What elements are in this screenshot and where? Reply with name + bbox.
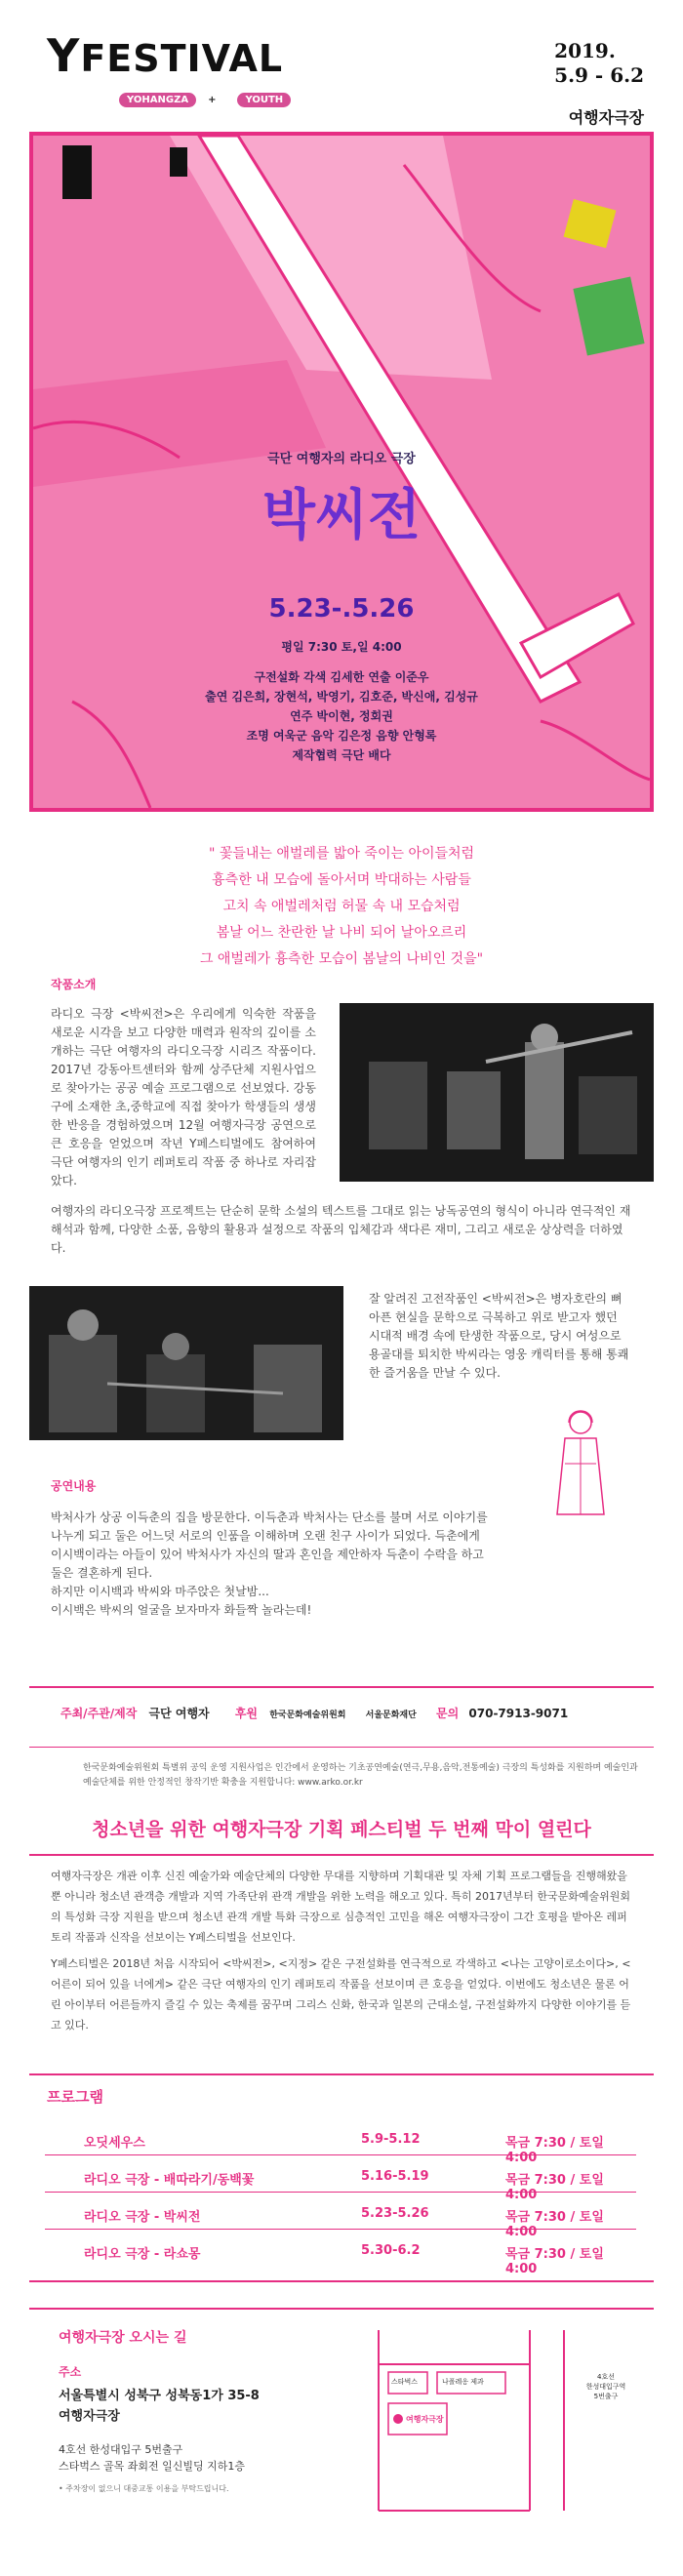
arko-logo: 한국문화예술위원회 bbox=[269, 1711, 346, 1720]
address bbox=[59, 2386, 260, 2427]
program-dates: 5.9-5.12 bbox=[361, 2132, 421, 2147]
content-label: 공연내용 bbox=[51, 1479, 97, 1493]
intro-paragraph-2: 여행자의 라디오극장 프로젝트는 단순히 문학 소설의 텍스트를 그대로 읽는 낭독공연의 형식이 아니라 연극적인 재해석과 함께, 다양한 소품, 음향의 활용과 설정으로 작품의 입체감과 색다른 재미, 그리고 새로운 상상력을 더하였다. bbox=[51, 1204, 631, 1255]
contact-number: 070-7913-9071 bbox=[468, 1707, 569, 1720]
logo-letter: Y bbox=[47, 29, 81, 82]
credit-line: 구전설화 각색 김세한 연출 이준우 bbox=[254, 670, 429, 684]
credit-line: 조명 여욱군 음악 김은정 음향 안형록 bbox=[246, 729, 437, 743]
poem-quote bbox=[0, 841, 683, 973]
rehearsal-photo-2 bbox=[29, 1286, 343, 1440]
theater-name: 여행자극장 bbox=[568, 108, 644, 127]
intro-paragraph-3: 잘 알려진 고전작품인 <박씨전>은 병자호란의 뼈아픈 현실을 문학으로 극복하고 위로 받고자 했던 시대적 배경 속에 탄생한 작품으로, 당시 여성으로 용골대를 퇴치한 박씨라는 영웅 캐릭터를 통해 통쾌한 즐거움을 만날 수 있다. bbox=[369, 1292, 629, 1380]
credit-line: 제작협력 극단 배다 bbox=[292, 748, 391, 762]
host-label: 주최/주관/제작 bbox=[60, 1707, 138, 1720]
map-station: 4호선 한성대입구역 5번출구 bbox=[585, 2373, 626, 2400]
date-year: 2019. bbox=[554, 39, 616, 62]
program-time: 목금 7:30 / 토일 4:00 bbox=[505, 2210, 604, 2239]
credit-line: 출연 김은희, 장현석, 박영기, 김호준, 박신애, 김성규 bbox=[205, 690, 478, 704]
poster-dates: 5.23-.5.26 bbox=[268, 594, 415, 624]
festival-para-1: 여행자극장은 개관 이후 신진 예술가와 예술단체의 다양한 무대를 지향하며 기획대관 및 자체 기획 프로그램들을 진행해왔을 뿐 아니라 청소년 관객층 개발과 지역 가족단위 관객 개발을 위한 노력을 해오고 있다. 특히 2017년부터 한국문화예술위원회의 특성화 극장 지원을 받으며 청소년 관객 개발 특화 극장으로 심층적인 고민을 해온 여행자극장이 그간 호평을 받아온 레퍼토리 작품과 신작을 선보이는 Y페스티벌을 선보인다. bbox=[51, 1870, 630, 1944]
location-map bbox=[320, 2325, 642, 2516]
credit-line: 연주 박이현, 정회권 bbox=[290, 709, 393, 723]
content-text: 박처사가 상공 이득춘의 집을 방문한다. 이득춘과 박처사는 단소를 불며 서로 이야기를 나누게 되고 둘은 어느덧 서로의 인품을 이해하며 오랜 친구 사이가 되었다. 득춘에게 이시백이라는 아들이 있어 박처사가 자신의 딸과 혼인을 제안하자 득춘이 수락을 하고 둘은 결혼하게 된다. bbox=[51, 1510, 488, 1580]
program-time: 목금 7:30 / 토일 4:00 bbox=[505, 2173, 604, 2202]
character-illustration bbox=[551, 1405, 610, 1522]
address-line-1: 서울특별시 성북구 성북동1가 35-8 bbox=[59, 2389, 260, 2403]
intro-label: 작품소개 bbox=[51, 978, 97, 991]
poster-time: 평일 7:30 토,일 4:00 bbox=[281, 640, 402, 654]
divider bbox=[29, 1854, 654, 1856]
directions-title: 여행자극장 오시는 길 bbox=[59, 2330, 187, 2346]
support-note: 한국문화예술위원회 특별위 공익 운영 지원사업은 인간에서 운영하는 기초공연예술(연극,무용,음악,전통예술) 극장의 특성화를 지원하며 예술인과 예술단체를 위한 안정적인 창작기반 확충을 지원합니다: www.arko.or.kr bbox=[83, 1763, 638, 1788]
program-dates: 5.30-6.2 bbox=[361, 2243, 421, 2258]
tag-plus: + bbox=[208, 95, 217, 105]
sponsor-row bbox=[60, 1705, 568, 1721]
poster-credits bbox=[33, 667, 650, 765]
festival-logo bbox=[47, 29, 283, 82]
program-time: 목금 7:30 / 토일 4:00 bbox=[505, 2136, 604, 2165]
subway-line-1: 4호선 한성대입구 5번출구 bbox=[59, 2443, 183, 2456]
program-row bbox=[45, 2127, 636, 2165]
program-dates: 5.16-5.19 bbox=[361, 2169, 429, 2184]
program-title: 프로그램 bbox=[47, 2088, 103, 2106]
date-range: 5.9 - 6.2 bbox=[554, 63, 644, 87]
festival-para-2: Y페스티벌은 2018년 처음 시작되어 <박씨전>, <지정> 같은 구전설화를 연극적으로 각색하고 <나는 고양이로소이다>, <어른이 되어 있을 너에게> 같은 극단 여행자의 인기 레퍼토리 작품을 선보이며 큰 호응을 얻었다. 이번에도 청소년은 물론 어린 아이부터 어른들까지 즐길 수 있는 축제를 꿈꾸며 그리스 신화, 한국과 일본의 근대소설, 구전설화까지 다양한 이야기를 듣고 있다. bbox=[51, 1957, 631, 2032]
quote-line: " 꽃들내는 애벌레를 밟아 죽이는 아이들처럼 bbox=[208, 846, 475, 862]
content-line-2: 하지만 이시백과 박씨와 마주앉은 첫날밤... bbox=[51, 1585, 269, 1598]
program-name: 오딧세우스 bbox=[84, 2136, 145, 2151]
program-row bbox=[45, 2238, 636, 2276]
poster-title: 박씨전 bbox=[261, 483, 422, 547]
program-dates: 5.23-5.26 bbox=[361, 2206, 429, 2221]
parking-note: • 주차장이 없으니 대중교통 이용을 부탁드립니다. bbox=[59, 2484, 229, 2493]
quote-line: 봄날 어느 찬란한 날 나비 되어 날아오르리 bbox=[216, 925, 467, 941]
program-row bbox=[45, 2164, 636, 2202]
map-bakery: 나폴레옹 제과 bbox=[442, 2378, 484, 2386]
contact-label: 문의 bbox=[436, 1707, 460, 1720]
tag-youth: YOUTH bbox=[237, 93, 291, 107]
sfac-logo: 서울문화재단 bbox=[365, 1711, 417, 1720]
program-name: 라디오 극장 - 배따라기/동백꽃 bbox=[84, 2173, 255, 2188]
map-theater: 여행자극장 bbox=[406, 2415, 444, 2424]
poster bbox=[29, 132, 654, 812]
logo-tags bbox=[119, 93, 291, 107]
logo-text: FESTIVAL bbox=[80, 37, 284, 80]
rehearsal-photo-1 bbox=[340, 1003, 654, 1182]
address-label: 주소 bbox=[59, 2365, 82, 2379]
tag-yohangza: YOHANGZA bbox=[119, 93, 196, 107]
quote-line: 고치 속 애벌레처럼 허물 속 내 모습처럼 bbox=[222, 899, 461, 914]
poster-subtitle: 극단 여행자의 라디오 극장 bbox=[267, 452, 416, 466]
host-name: 극단 여행자 bbox=[148, 1707, 210, 1720]
map-starbucks: 스타벅스 bbox=[391, 2378, 419, 2386]
program-row bbox=[45, 2201, 636, 2239]
content-line-3: 이시백은 박씨의 얼굴을 보자마자 화들짝 놀라는데! bbox=[51, 1603, 312, 1617]
subway-line-2: 스타벅스 골목 좌회전 일신빌딩 지하1층 bbox=[59, 2460, 245, 2473]
festival-date bbox=[554, 39, 644, 88]
program-name: 라디오 극장 - 라쇼몽 bbox=[84, 2247, 201, 2262]
program-time: 목금 7:30 / 토일 4:00 bbox=[505, 2247, 604, 2276]
program-name: 라디오 극장 - 박씨전 bbox=[84, 2210, 201, 2225]
quote-line: 흉측한 내 모습에 돌아서며 박대하는 사람들 bbox=[212, 872, 471, 888]
festival-heading: 청소년을 위한 여행자극장 기획 페스티벌 두 번째 막이 열린다 bbox=[92, 1819, 591, 1840]
quote-line: 그 애벌레가 흉측한 모습이 봄날의 나비인 것을" bbox=[199, 951, 484, 967]
subway-info bbox=[59, 2441, 245, 2475]
support-label: 후원 bbox=[234, 1707, 259, 1720]
content-paragraph bbox=[51, 1509, 490, 1620]
festival-description bbox=[51, 1866, 632, 2035]
intro-paragraph-1: 라디오 극장 <박씨전>은 우리에게 익숙한 작품을 새로운 시각을 보고 다양한 매력과 원작의 깊이를 소개하는 극단 여행자의 라디오극장 시리즈 작품이다. 2017년 강동아트센터와 함께 상주단체 지원사업으로 찾아가는 공공 예술 프로그램으로 선보였다. 강동구에 소재한 초,중학교에 직접 찾아가 학생들의 생생한 반응을 경험하였으며 12월 여행자극장 공연으로 큰 호응을 얻었으며 작년 Y페스티벌에도 참여하여 극단 여행자의 인기 레퍼토리 작품 중 하나로 자리잡았다. bbox=[51, 1007, 316, 1187]
address-line-2: 여행자극장 bbox=[59, 2409, 120, 2424]
